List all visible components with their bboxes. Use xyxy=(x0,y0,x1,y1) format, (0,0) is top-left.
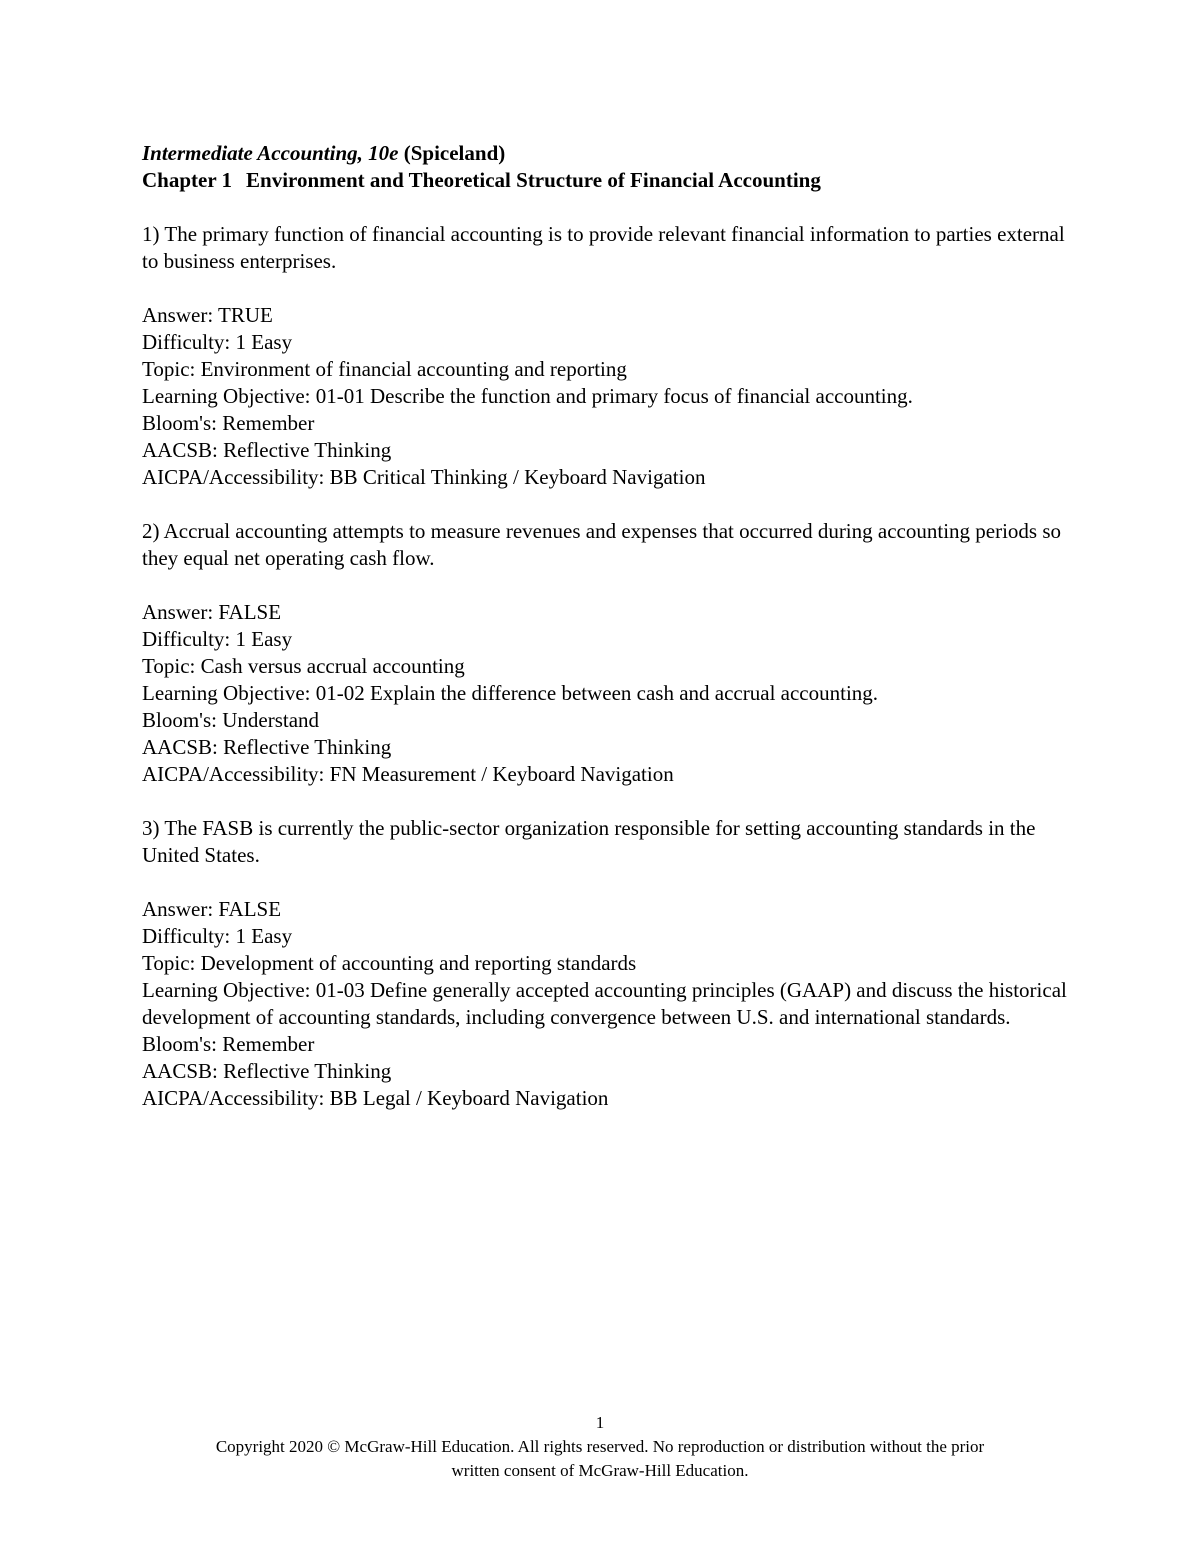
question-2 xyxy=(142,518,1082,788)
chapter-title: Environment and Theoretical Structure of Financial Accounting xyxy=(246,168,821,192)
aicpa-accessibility: AICPA/Accessibility: FN Measurement / Keyboard Navigation xyxy=(142,762,674,786)
topic: Topic: Cash versus accrual accounting xyxy=(142,654,465,678)
question-metadata xyxy=(142,599,1082,788)
blooms: Bloom's: Remember xyxy=(142,411,315,435)
book-title: Intermediate Accounting, 10e xyxy=(142,141,399,165)
chapter-header xyxy=(142,167,1082,194)
difficulty: Difficulty: 1 Easy xyxy=(142,627,293,651)
blooms: Bloom's: Understand xyxy=(142,708,320,732)
aicpa-accessibility: AICPA/Accessibility: BB Critical Thinking / Keyboard Navigation xyxy=(142,465,706,489)
book-author: (Spiceland) xyxy=(398,141,506,165)
difficulty: Difficulty: 1 Easy xyxy=(142,330,293,354)
aacsb: AACSB: Reflective Thinking xyxy=(142,1059,392,1083)
question-text: 3) The FASB is currently the public-sector organization responsible for setting accounting standards in the United States. xyxy=(142,816,1036,867)
question-text: 2) Accrual accounting attempts to measure revenues and expenses that occurred during accounting periods so they equal net operating cash flow. xyxy=(142,519,1062,570)
learning-objective: Learning Objective: 01-02 Explain the difference between cash and accrual accounting. xyxy=(142,681,879,705)
copyright-line-1: Copyright 2020 © McGraw-Hill Education. All rights reserved. No reproduction or distribution without the prior xyxy=(215,1437,985,1456)
page-footer xyxy=(100,1411,1100,1483)
answer: Answer: FALSE xyxy=(142,600,282,624)
learning-objective: Learning Objective: 01-03 Define generally accepted accounting principles (GAAP) and discuss the historical development of accounting standards, including convergence between U.S. and international standards. xyxy=(142,978,1067,1029)
copyright-line-2: written consent of McGraw-Hill Education. xyxy=(451,1461,749,1480)
learning-objective: Learning Objective: 01-01 Describe the function and primary focus of financial accounting. xyxy=(142,384,913,408)
answer: Answer: FALSE xyxy=(142,897,282,921)
question-metadata xyxy=(142,896,1082,1112)
topic: Topic: Environment of financial accounting and reporting xyxy=(142,357,627,381)
question-metadata xyxy=(142,302,1082,491)
document-page xyxy=(142,140,1082,1112)
question-3 xyxy=(142,815,1082,1112)
aicpa-accessibility: AICPA/Accessibility: BB Legal / Keyboard Navigation xyxy=(142,1086,609,1110)
aacsb: AACSB: Reflective Thinking xyxy=(142,735,392,759)
answer: Answer: TRUE xyxy=(142,303,273,327)
difficulty: Difficulty: 1 Easy xyxy=(142,924,293,948)
page-number: 1 xyxy=(595,1413,605,1432)
question-1 xyxy=(142,221,1082,491)
aacsb: AACSB: Reflective Thinking xyxy=(142,438,392,462)
chapter-number: Chapter 1 xyxy=(142,168,233,192)
blooms: Bloom's: Remember xyxy=(142,1032,315,1056)
topic: Topic: Development of accounting and reporting standards xyxy=(142,951,637,975)
question-text: 1) The primary function of financial accounting is to provide relevant financial information to parties external to business enterprises. xyxy=(142,222,1065,273)
book-header xyxy=(142,140,1082,167)
